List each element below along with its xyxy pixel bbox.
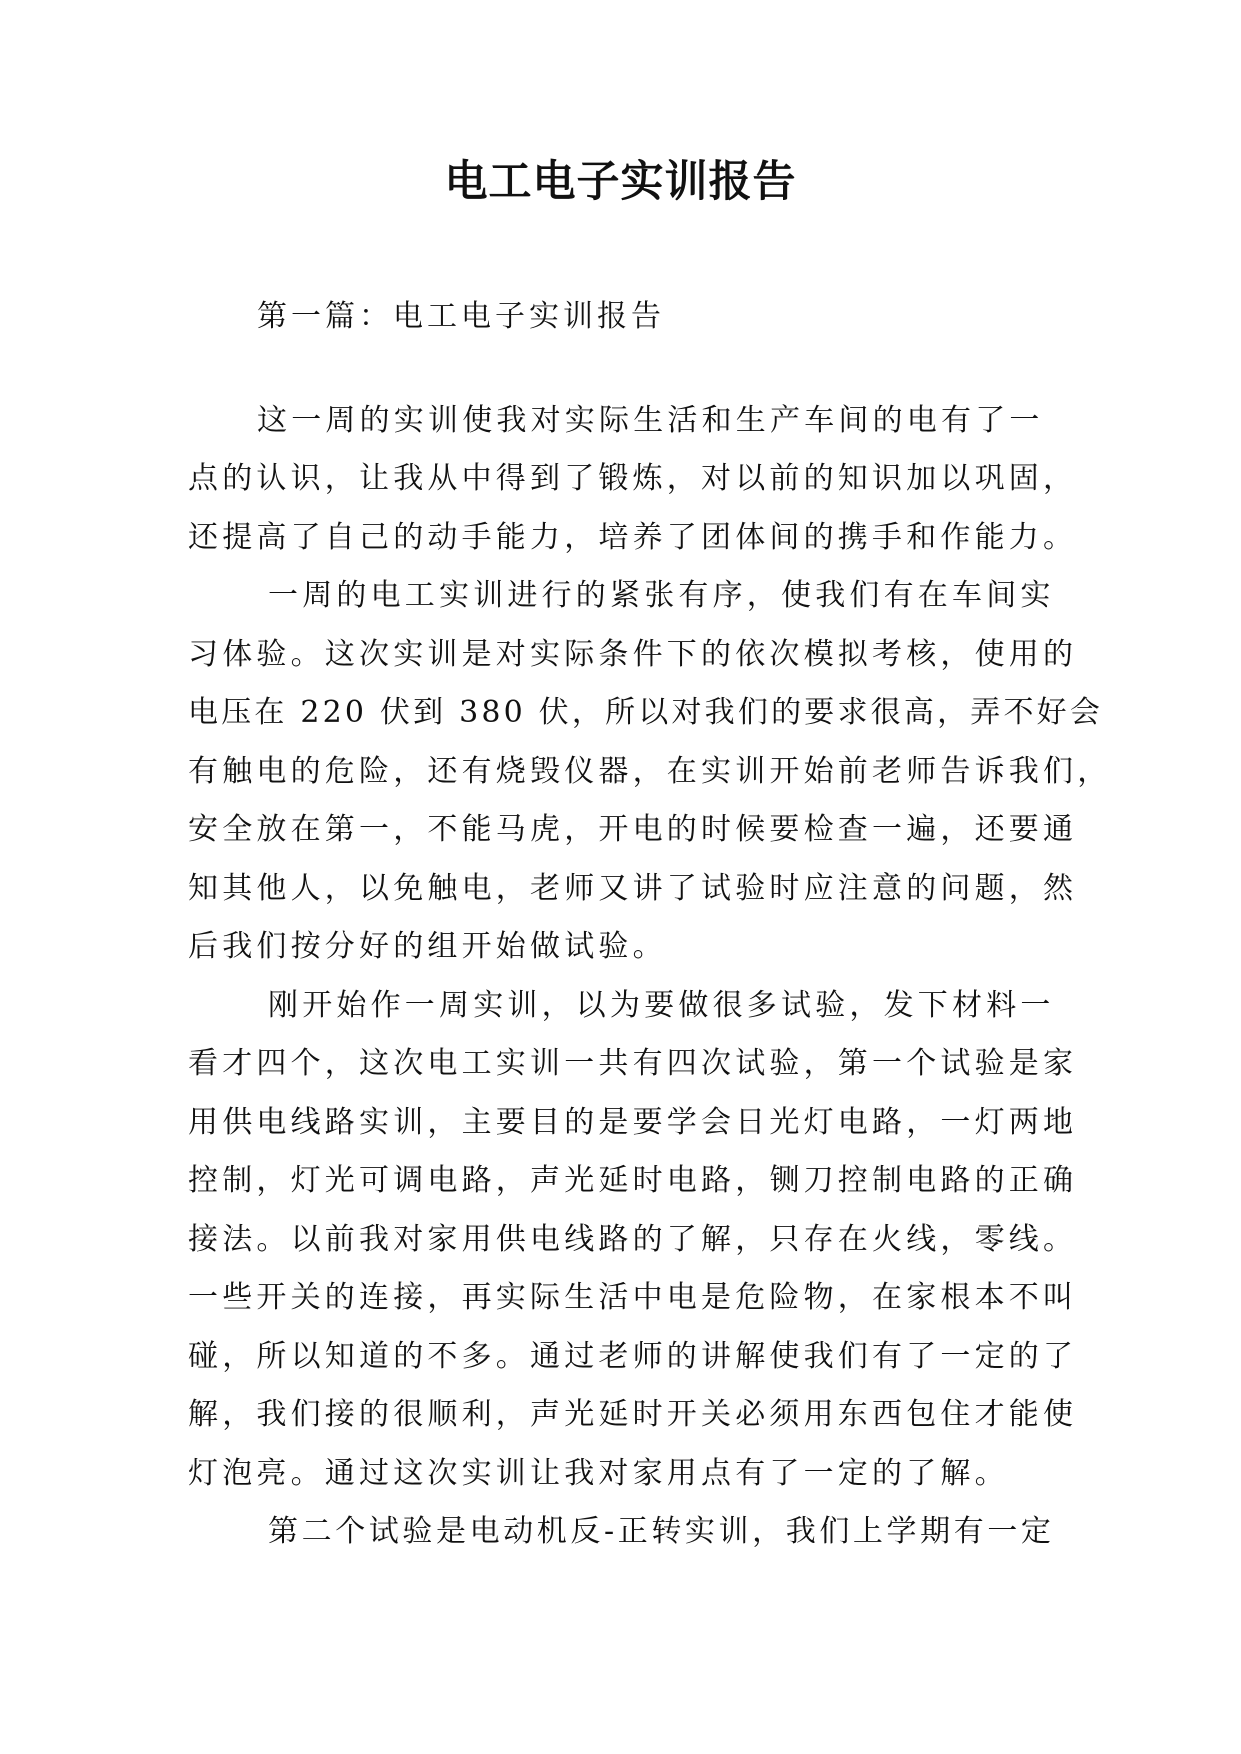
body-line: 知其他人，以免触电，老师又讲了试验时应注意的问题，然 [188,871,1078,906]
body-line: 灯泡亮。通过这次实训让我对家用点有了一定的了解。 [188,1456,1009,1491]
body-line: 第二个试验是电动机反-正转实训，我们上学期有一定 [268,1514,1055,1549]
body-line: 后我们按分好的组开始做试验。 [188,929,667,964]
section-heading: 第一篇：电工电子实训报告 [257,299,665,334]
body-line: 碰，所以知道的不多。通过老师的讲解使我们有了一定的了 [188,1339,1078,1374]
body-line: 电压在 220 伏到 380 伏，所以对我们的要求很高，弄不好会 [188,695,1104,730]
body-line: 用供电线路实训，主要目的是要学会日光灯电路，一灯两地 [188,1105,1078,1140]
body-line: 一周的电工实训进行的紧张有序，使我们有在车间实 [268,578,1055,613]
body-line: 还提高了自己的动手能力，培养了团体间的携手和作能力。 [188,520,1078,555]
body-line: 这一周的实训使我对实际生活和生产车间的电有了一 [257,403,1044,438]
body-line: 看才四个，这次电工实训一共有四次试验，第一个试验是家 [188,1046,1078,1081]
body-line: 一些开关的连接，再实际生活中电是危险物，在家根本不叫 [188,1280,1078,1315]
body-line: 控制，灯光可调电路，声光延时电路，铡刀控制电路的正确 [188,1163,1078,1198]
body-line: 接法。以前我对家用供电线路的了解，只存在火线，零线。 [188,1222,1078,1257]
document-title: 电工电子实训报告 [444,157,797,207]
body-line: 解，我们接的很顺利，声光延时开关必须用东西包住才能使 [188,1397,1078,1432]
body-line: 有触电的危险，还有烧毁仪器，在实训开始前老师告诉我们， [188,754,1112,789]
body-line: 习体验。这次实训是对实际条件下的依次模拟考核，使用的 [188,637,1078,672]
body-line: 点的认识，让我从中得到了锻炼，对以前的知识加以巩固， [188,461,1078,496]
body-line: 安全放在第一，不能马虎，开电的时候要检查一遍，还要通 [188,812,1078,847]
body-line: 刚开始作一周实训，以为要做很多试验，发下材料一 [268,988,1055,1023]
